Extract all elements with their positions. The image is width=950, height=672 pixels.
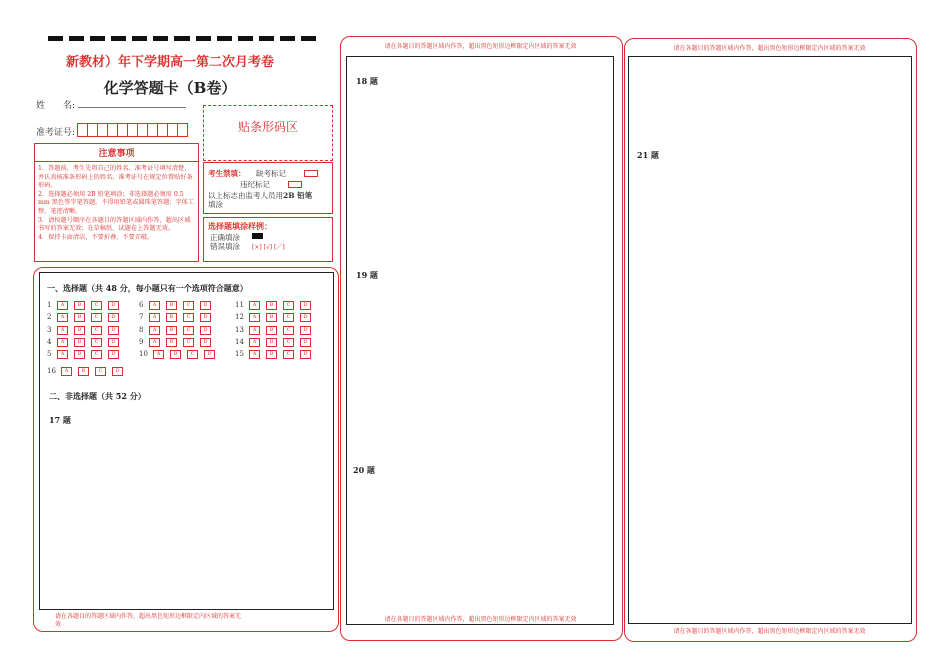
answer-sheet-title: 化学答题卡（B卷）	[103, 79, 237, 97]
answer-notice: 请在各题目的答题区域内作答，超出黑色矩形边框限定内区域的答案无效	[673, 45, 866, 52]
option-bubble-c[interactable]: C	[91, 301, 102, 310]
question-number: 6	[139, 301, 144, 309]
option-bubble-c[interactable]: C	[91, 338, 102, 347]
choice-question-row	[139, 338, 217, 346]
choice-question-row	[47, 350, 125, 358]
exam-number-label: 准考证号:	[36, 128, 76, 138]
violation-mark-label: 违纪标记	[240, 180, 270, 189]
answer-frame-3	[628, 56, 912, 624]
answer-frame-2	[346, 56, 614, 625]
option-bubble-c[interactable]: C	[91, 350, 102, 359]
option-bubble-b[interactable]: B	[266, 313, 277, 322]
option-bubble-a[interactable]: A	[57, 338, 68, 347]
option-bubble-a[interactable]: A	[249, 301, 260, 310]
fill-sample-box	[203, 217, 333, 262]
option-bubble-c[interactable]: C	[183, 326, 194, 335]
choice-question-row	[235, 326, 317, 334]
question-number: 8	[139, 326, 144, 334]
option-bubble-d[interactable]: D	[300, 338, 311, 347]
option-bubble-a[interactable]: A	[57, 326, 68, 335]
option-bubble-d[interactable]: D	[108, 313, 119, 322]
exam-title: 新教材）年下学期高一第二次月考卷	[65, 55, 274, 70]
forbidden-note: 以上标志由监考人员用2B 铅笔 填涂	[208, 191, 313, 209]
question-number: 7	[139, 313, 144, 321]
notice-box	[34, 143, 199, 262]
wrong-fill-label: 错误填涂	[210, 242, 240, 251]
notice-title: 注意事项	[35, 144, 198, 162]
choice-question-row	[235, 338, 317, 346]
choice-question-row	[235, 301, 317, 309]
choice-question-row	[47, 367, 129, 375]
question-17-label: 17 题	[49, 415, 71, 425]
option-bubble-c[interactable]: C	[283, 313, 294, 322]
option-bubble-a[interactable]: A	[153, 350, 164, 359]
option-bubble-c[interactable]: C	[283, 350, 294, 359]
option-bubble-a[interactable]: A	[61, 367, 72, 376]
option-bubble-b[interactable]: B	[74, 301, 85, 310]
option-bubble-a[interactable]: A	[149, 301, 160, 310]
choice-question-row	[139, 350, 221, 358]
option-bubble-a[interactable]: A	[149, 326, 160, 335]
option-bubble-c[interactable]: C	[91, 326, 102, 335]
choice-question-row	[47, 301, 125, 309]
option-bubble-c[interactable]: C	[183, 301, 194, 310]
option-bubble-d[interactable]: D	[204, 350, 215, 359]
option-bubble-b[interactable]: B	[166, 301, 177, 310]
answer-notice: 请在各题目的答题区域内作答，超出黑色矩形边框限定内区域的答案无效	[384, 43, 577, 50]
barcode-area	[203, 105, 333, 161]
option-bubble-c[interactable]: C	[183, 338, 194, 347]
option-bubble-b[interactable]: B	[74, 338, 85, 347]
answer-notice: 请在各题目的答题区域内作答，超出黑色矩形边框限定内区域的答案无 效	[55, 613, 242, 628]
option-bubble-c[interactable]: C	[187, 350, 198, 359]
option-bubble-a[interactable]: A	[57, 350, 68, 359]
option-bubble-b[interactable]: B	[74, 326, 85, 335]
notice-item: 2．选择题必须用 2B 铅笔填涂；非选择题必须用 0.5 mm 黑色签字笔答题，不得用铅笔或圆珠笔答题；字体工整、笔迹清晰。	[38, 190, 195, 215]
question-number: 2	[47, 313, 52, 321]
option-bubble-b[interactable]: B	[266, 301, 277, 310]
exam-number-boxes[interactable]	[78, 123, 188, 137]
option-bubble-d[interactable]: D	[108, 326, 119, 335]
question-number: 3	[47, 326, 52, 334]
option-bubble-d[interactable]: D	[200, 301, 211, 310]
answer-frame-1	[39, 272, 334, 610]
choice-question-row	[235, 350, 317, 358]
notice-item: 3．请按题号顺序在各题目的答题区域内作答，超出区域书写的答案无效；在草稿纸、试题卷上答题无效。	[38, 216, 191, 233]
violation-mark-box[interactable]	[288, 181, 302, 188]
examiner-mark-box	[203, 162, 333, 214]
option-bubble-c[interactable]: C	[95, 367, 106, 376]
question-number: 4	[47, 338, 52, 346]
absent-mark-label: 缺考标记	[256, 169, 286, 178]
option-bubble-d[interactable]: D	[200, 313, 211, 322]
notice-item: 1．答题前，考生先将自己的姓名、准考证号填写清楚，并认真核准条形码上的姓名、准考证号在规定位置贴好条形码。	[38, 165, 193, 190]
option-bubble-c[interactable]: C	[283, 301, 294, 310]
option-bubble-d[interactable]: D	[108, 338, 119, 347]
option-bubble-a[interactable]: A	[149, 313, 160, 322]
option-bubble-d[interactable]: D	[112, 367, 123, 376]
choice-question-row	[139, 326, 217, 334]
question-20-label: 20 题	[353, 465, 375, 475]
option-bubble-a[interactable]: A	[249, 326, 260, 335]
question-number: 9	[139, 338, 144, 346]
question-19-label: 19 题	[356, 270, 378, 280]
choice-question-row	[139, 301, 217, 309]
option-bubble-c[interactable]: C	[283, 326, 294, 335]
answer-notice: 请在各题目的答题区域内作答，超出黑色矩形边框限定内区域的答案无效	[384, 616, 577, 623]
choice-question-row	[235, 313, 317, 321]
choice-question-row	[139, 313, 217, 321]
option-bubble-c[interactable]: C	[283, 338, 294, 347]
name-field[interactable]	[78, 107, 186, 108]
option-bubble-a[interactable]: A	[57, 313, 68, 322]
question-number: 15	[235, 350, 244, 358]
option-bubble-b[interactable]: B	[166, 313, 177, 322]
correct-fill-sample	[252, 233, 263, 239]
section2-title: 二、非选择题（共 52 分）	[49, 391, 146, 401]
option-bubble-d[interactable]: D	[300, 326, 311, 335]
alignment-marks	[48, 36, 316, 41]
question-number: 14	[235, 338, 244, 346]
question-number: 1	[47, 301, 52, 309]
option-bubble-b[interactable]: B	[266, 338, 277, 347]
option-bubble-d[interactable]: D	[300, 313, 311, 322]
option-bubble-b[interactable]: B	[166, 326, 177, 335]
correct-fill-label: 正确填涂	[210, 233, 240, 242]
question-number: 5	[47, 350, 52, 358]
question-number: 16	[47, 367, 56, 375]
option-bubble-d[interactable]: D	[108, 350, 119, 359]
option-bubble-c[interactable]: C	[183, 313, 194, 322]
option-bubble-d[interactable]: D	[300, 301, 311, 310]
question-21-label: 21 题	[637, 150, 659, 160]
notice-item: 4．保持卡面清洁，不要折叠、不要弄破。	[38, 233, 154, 241]
section1-title: 一、选择题（共 48 分，每小题只有一个选项符合题意）	[47, 283, 248, 293]
option-bubble-b[interactable]: B	[78, 367, 89, 376]
option-bubble-b[interactable]: B	[266, 350, 277, 359]
option-bubble-b[interactable]: B	[166, 338, 177, 347]
option-bubble-d[interactable]: D	[108, 301, 119, 310]
name-label: 姓 名:	[36, 101, 76, 111]
barcode-label: 贴条形码区	[237, 120, 298, 134]
wrong-fill-samples: [×] [√] [／]	[252, 244, 285, 251]
option-bubble-d[interactable]: D	[200, 326, 211, 335]
choice-question-row	[47, 326, 125, 334]
question-number: 13	[235, 326, 244, 334]
choice-question-row	[47, 338, 125, 346]
question-number: 12	[235, 313, 244, 321]
fill-sample-title: 选择题填涂样例：	[208, 221, 272, 231]
option-bubble-b[interactable]: B	[74, 313, 85, 322]
option-bubble-a[interactable]: A	[57, 301, 68, 310]
option-bubble-a[interactable]: A	[249, 338, 260, 347]
option-bubble-b[interactable]: B	[74, 350, 85, 359]
choice-question-row	[47, 313, 125, 321]
option-bubble-b[interactable]: B	[170, 350, 181, 359]
option-bubble-a[interactable]: A	[149, 338, 160, 347]
option-bubble-a[interactable]: A	[249, 350, 260, 359]
answer-notice: 请在各题目的答题区域内作答，超出黑色矩形边框限定内区域的答案无效	[673, 628, 866, 635]
option-bubble-b[interactable]: B	[266, 326, 277, 335]
question-number: 11	[235, 301, 244, 309]
question-number: 10	[139, 350, 148, 358]
question-18-label: 18 题	[356, 76, 378, 86]
option-bubble-d[interactable]: D	[200, 338, 211, 347]
absent-mark-box[interactable]	[304, 170, 318, 177]
option-bubble-c[interactable]: C	[91, 313, 102, 322]
option-bubble-d[interactable]: D	[300, 350, 311, 359]
forbidden-label: 考生禁填：	[208, 169, 246, 178]
option-bubble-a[interactable]: A	[249, 313, 260, 322]
